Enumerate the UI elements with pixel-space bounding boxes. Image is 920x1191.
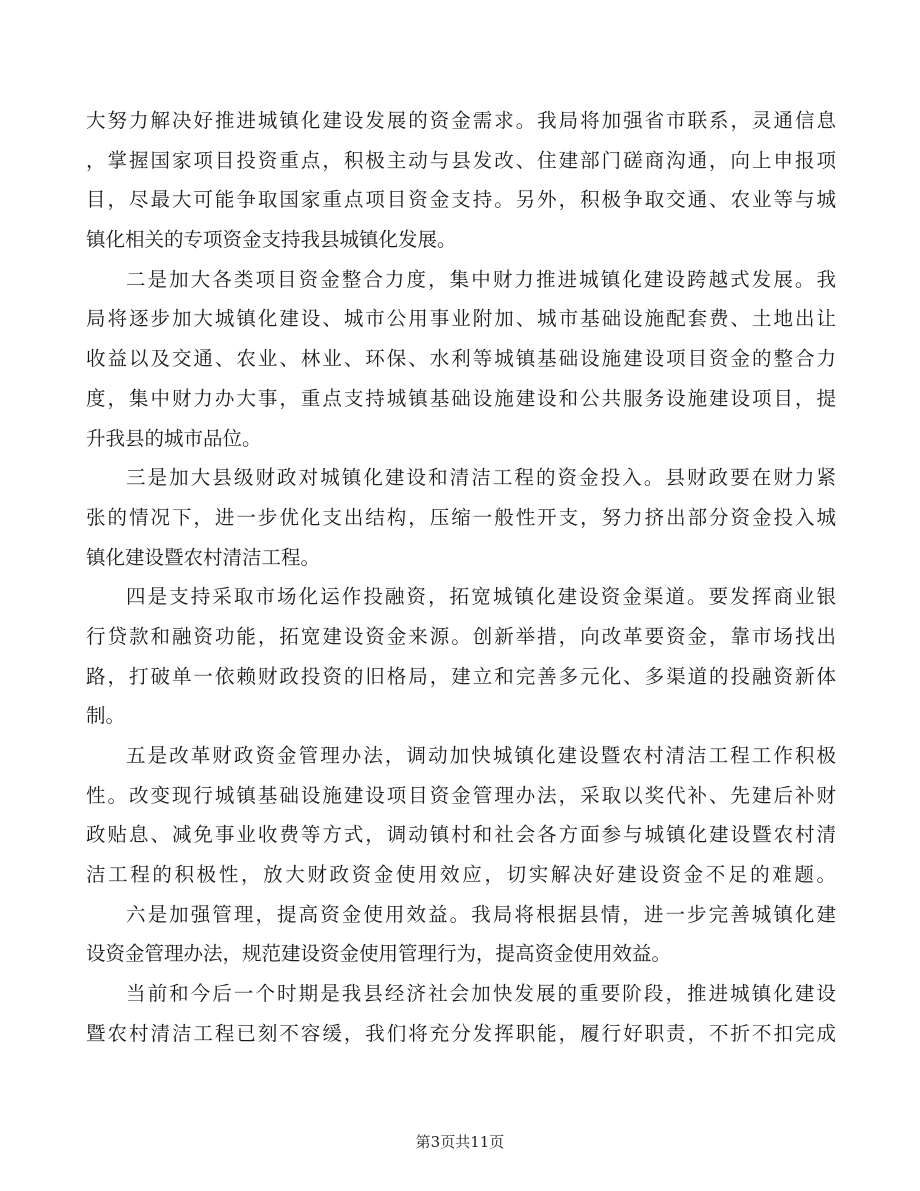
text-line: 收益以及交通、农业、林业、环保、水利等城镇基础设施建设项目资金的整合力 <box>86 347 836 371</box>
text-line: 暨农村清洁工程已刻不容缓，我们将充分发挥职能，履行好职责，不折不扣完成 <box>86 1021 836 1045</box>
paragraph-start-line: 当前和今后一个时期是我县经济社会加快发展的重要阶段，推进城镇化建设 <box>126 982 836 1006</box>
text-line: 制。 <box>86 704 126 728</box>
text-line: 升我县的城市品位。 <box>86 426 262 450</box>
paragraph-start-line: 二是加大各类项目资金整合力度，集中财力推进城镇化建设跨越式发展。我 <box>126 267 836 291</box>
text-line: ，掌握国家项目投资重点，积极主动与县发改、住建部门磋商沟通，向上申报项 <box>86 148 836 172</box>
paragraph-start-line: 四是支持采取市场化运作投融资，拓宽城镇化建设资金渠道。要发挥商业银 <box>126 585 836 609</box>
page-number: 第3页共11页 <box>415 1133 505 1151</box>
text-line: 目，尽最大可能争取国家重点项目资金支持。另外，积极争取交通、农业等与城 <box>86 188 836 212</box>
text-line: 镇化相关的专项资金支持我县城镇化发展。 <box>86 228 457 252</box>
text-line: 设资金管理办法，规范建设资金使用管理行为，提高资金使用效益。 <box>86 942 672 966</box>
text-line: 行贷款和融资功能，拓宽建设资金来源。创新举措，向改革要资金，靠市场找出 <box>86 624 836 648</box>
document-body <box>86 101 836 1054</box>
text-line: 局将逐步加大城镇化建设、城市公用事业附加、城市基础设施配套费、土地出让 <box>86 307 836 331</box>
text-line: 镇化建设暨农村清洁工程。 <box>86 545 321 569</box>
paragraph-start-line: 三是加大县级财政对城镇化建设和清洁工程的资金投入。县财政要在财力紧 <box>126 466 836 490</box>
text-line: 路，打破单一依赖财政投资的旧格局，建立和完善多元化、多渠道的投融资新体 <box>86 664 836 688</box>
text-line: 张的情况下，进一步优化支出结构，压缩一般性开支，努力挤出部分资金投入城 <box>86 505 836 529</box>
text-line: 性。改变现行城镇基础设施建设项目资金管理办法，采取以奖代补、先建后补财 <box>86 783 836 807</box>
text-line: 度，集中财力办大事，重点支持城镇基础设施建设和公共服务设施建设项目，提 <box>86 386 836 410</box>
paragraph-start-line: 五是改革财政资金管理办法，调动加快城镇化建设暨农村清洁工程工作积极 <box>126 744 836 767</box>
text-line: 大努力解决好推进城镇化建设发展的资金需求。我局将加强省市联系，灵通信息 <box>86 109 836 132</box>
text-line: 政贴息、减免事业收费等方式，调动镇村和社会各方面参与城镇化建设暨农村清 <box>86 823 836 847</box>
text-line: 洁工程的积极性，放大财政资金使用效应，切实解决好建设资金不足的难题。 <box>86 863 836 887</box>
paragraph-start-line: 六是加强管理，提高资金使用效益。我局将根据县情，进一步完善城镇化建 <box>126 902 836 926</box>
